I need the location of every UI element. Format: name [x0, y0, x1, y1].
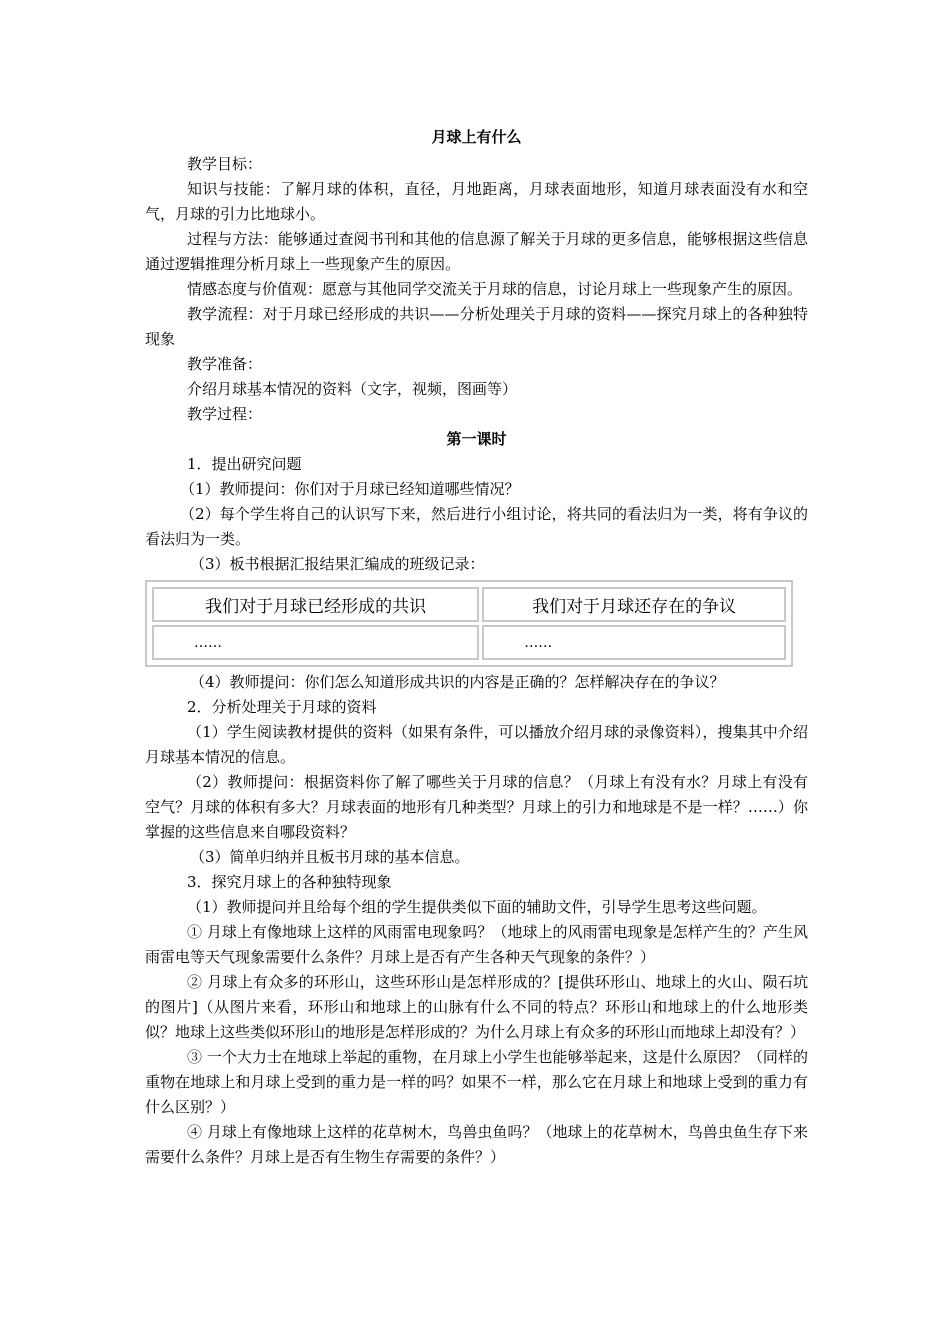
process-heading: 教学过程： — [187, 405, 263, 423]
step-1-heading: 1．提出研究问题 — [187, 455, 302, 473]
table-row — [152, 625, 786, 660]
step-3-item-1: （1）教师提问并且给每个组的学生提供类似下面的辅助文件，引导学生思考这些问题。 — [187, 898, 767, 916]
step-3-heading: 3．探究月球上的各种独特现象 — [187, 873, 392, 891]
goal-emotion: 情感态度与价值观：愿意与其他同学交流关于月球的信息，讨论月球上一些现象产生的原因。 — [187, 280, 803, 298]
question-4: ④ 月球上有像地球上这样的花草树木，鸟兽虫鱼吗？（地球上的花草树木，鸟兽虫鱼生存下来需要什么条件？月球上是否有生物生存需要的条件？） — [145, 1123, 808, 1166]
step-1-item-1: （1）教师提问：你们对于月球已经知道哪些情况？ — [180, 480, 520, 498]
teaching-flow: 教学流程：对于月球已经形成的共识——分析处理关于月球的资料——探究月球上的各种独特现象 — [145, 305, 808, 348]
document-title: 月球上有什么 — [431, 128, 522, 146]
prep-text: 介绍月球基本情况的资料（文字，视频，图画等） — [187, 380, 518, 398]
table-header-dispute: 我们对于月球还存在的争议 — [482, 587, 786, 622]
goal-knowledge: 知识与技能：了解月球的体积，直径，月地距离，月球表面地形，知道月球表面没有水和空气，月球的引力比地球小。 — [145, 180, 808, 223]
lesson-one-heading: 第一课时 — [446, 430, 507, 448]
step-2-item-3: （3）简单归纳并且板书月球的基本信息。 — [190, 848, 470, 866]
step-1-item-2: （2）每个学生将自己的认识写下来，然后进行小组讨论，将共同的看法归为一类，将有争议的看法归为一类。 — [145, 505, 808, 548]
step-1-item-4: （4）教师提问：你们怎么知道形成共识的内容是正确的？怎样解决存在的争议？ — [190, 673, 725, 691]
question-3: ③ 一个大力士在地球上举起的重物，在月球上小学生也能够举起来，这是什么原因？（同样的重物在地球上和月球上受到的重力是一样的吗？如果不一样，那么它在月球上和地球上受到的重力有什么区别？） — [145, 1048, 808, 1116]
question-2: ② 月球上有众多的环形山，这些环形山是怎样形成的？[提供环形山、地球上的火山、陨石坑的图片]（从图片来看，环形山和地球上的山脉有什么不同的特点？环形山和地球上的什么地形类似？地球上这些类似环形山的地形是怎样形成的？为什么月球上有众多的环形山而地球上却没有？） — [145, 973, 808, 1041]
step-1-item-3: （3）板书根据汇报结果汇编成的班级记录： — [190, 555, 485, 573]
step-2-heading: 2．分析处理关于月球的资料 — [187, 698, 377, 716]
step-2-item-1: （1）学生阅读教材提供的资料（如果有条件，可以播放介绍月球的录像资料），搜集其中介绍月球基本情况的信息。 — [145, 723, 808, 766]
goals-heading: 教学目标： — [187, 155, 263, 173]
step-2-item-2: （2）教师提问：根据资料你了解了哪些关于月球的信息？（月球上有没有水？月球上有没有空气？月球的体积有多大？月球表面的地形有几种类型？月球上的引力和地球是不是一样？……）你掌握的这些信息来自哪段资料？ — [145, 773, 808, 841]
document-page — [145, 124, 808, 1170]
table-header-consensus: 我们对于月球已经形成的共识 — [152, 587, 479, 622]
table-cell-dispute: …… — [482, 625, 786, 660]
prep-heading: 教学准备： — [187, 355, 263, 373]
question-1: ① 月球上有像地球上这样的风雨雷电现象吗？（地球上的风雨雷电现象是怎样产生的？产生风雨雷电等天气现象需要什么条件？月球上是否有产生各种天气现象的条件？） — [145, 923, 808, 966]
table-cell-consensus: …… — [152, 625, 479, 660]
class-record-table — [145, 580, 793, 667]
goal-process: 过程与方法：能够通过查阅书刊和其他的信息源了解关于月球的更多信息，能够根据这些信息通过逻辑推理分析月球上一些现象产生的原因。 — [145, 230, 808, 273]
table-row — [152, 587, 786, 622]
